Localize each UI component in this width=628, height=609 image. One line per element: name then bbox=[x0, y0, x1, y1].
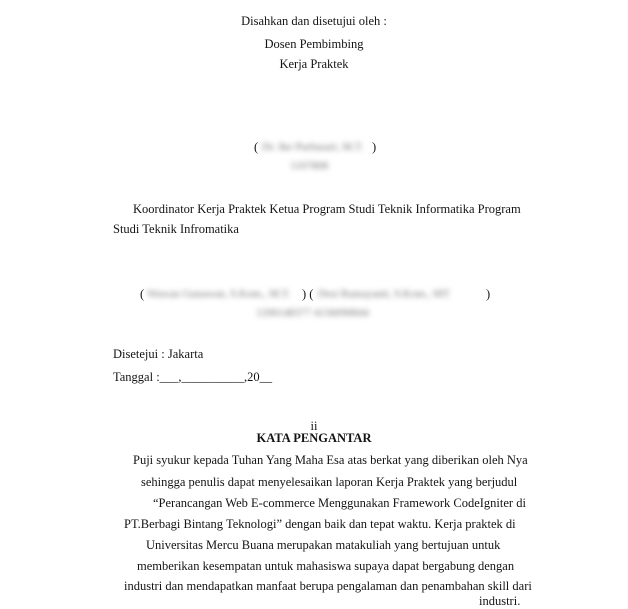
paragraph-line-5: Universitas Mercu Buana merupakan matakuliah yang bertujuan untuk bbox=[146, 538, 501, 552]
approval-line-3: Kerja Praktek bbox=[279, 57, 349, 71]
signatory-ids-redacted: 1206148377 4156090844 bbox=[256, 307, 369, 319]
advisor-open-paren: ( bbox=[254, 140, 259, 154]
paragraph-line-6: memberikan kesempatan untuk mahasiswa supaya dapat bergabung dengan bbox=[137, 559, 515, 573]
paragraph-line-1: Puji syukur kepada Tuhan Yang Maha Esa atas berkat yang diberikan oleh Nya bbox=[133, 453, 528, 467]
coordinator-line-1: Koordinator Kerja Praktek Ketua Program Studi Teknik Informatika Program bbox=[133, 202, 521, 216]
signatory-2-name-redacted: Desi Ramayanti, S.Kom., MT bbox=[318, 288, 450, 300]
approval-line-2: Dosen Pembimbing bbox=[264, 37, 364, 51]
advisor-close-paren: ) bbox=[372, 140, 377, 154]
paragraph-line-4: PT.Berbagi Bintang Teknologi” dengan baik dan tepat waktu. Kerja praktek di bbox=[124, 517, 516, 531]
coordinator-line-2: Studi Teknik Infromatika bbox=[113, 222, 239, 236]
signatories-close-paren: ) bbox=[486, 287, 491, 301]
section-title: KATA PENGANTAR bbox=[256, 431, 372, 445]
paragraph-line-3: “Perancangan Web E-commerce Menggunakan Framework CodeIgniter di bbox=[153, 496, 526, 510]
approval-place: Disetejui : Jakarta bbox=[113, 347, 204, 361]
paragraph-line-2: sehingga penulis dapat menyelesaikan laporan Kerja Praktek yang berjudul bbox=[141, 475, 518, 489]
signatories-middle-parens: ) ( bbox=[302, 287, 314, 301]
approval-date: Tanggal :___,__________,20__ bbox=[113, 370, 273, 384]
advisor-name-redacted: Dr. Ike Purbasari, M.T. bbox=[262, 141, 364, 153]
paragraph-line-8: industri. bbox=[479, 594, 521, 608]
signatories-open-paren: ( bbox=[140, 287, 145, 301]
approval-line-1: Disahkan dan disetujui oleh : bbox=[241, 14, 387, 28]
paragraph-line-7: industri dan mendapatkan manfaat berupa pengalaman dan penambahan skill dari bbox=[124, 579, 532, 593]
page-number: ii bbox=[310, 419, 318, 433]
advisor-id-redacted: 1107808 bbox=[290, 160, 329, 172]
signatory-1-name-redacted: Wawan Gunawan, S.Kom., M.T. bbox=[147, 288, 291, 300]
